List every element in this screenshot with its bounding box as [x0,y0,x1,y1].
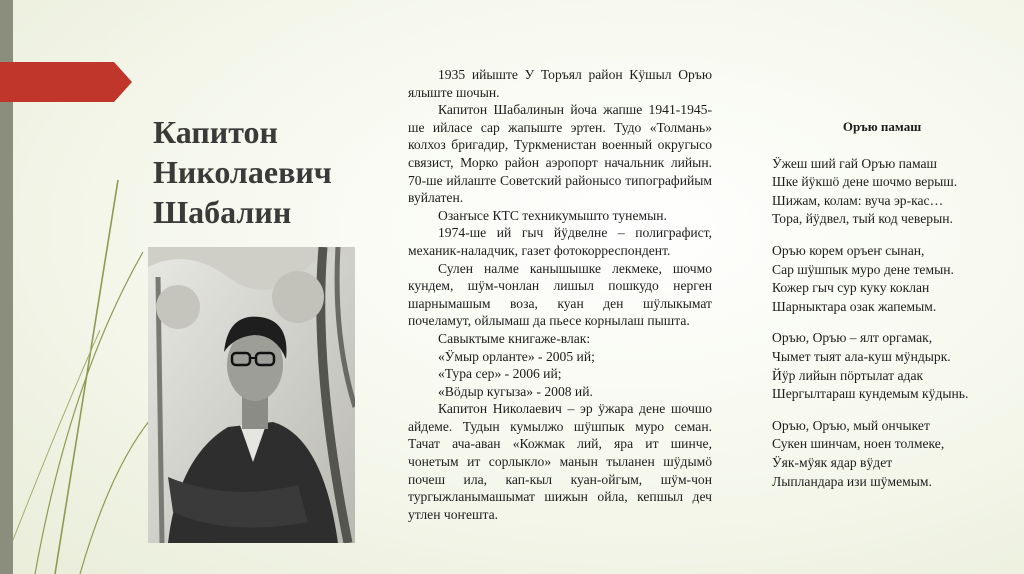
poem-line: Оръю корем оръеҥ сынан, [772,242,925,258]
biography-text [408,66,712,523]
bio-paragraph: 1935 ийыште У Торъял район Кӱшыл Оръю ялыште шочын. [408,67,712,100]
poem-stanza [772,155,1012,229]
bio-paragraph: «Тура сер» - 2006 ий; [438,366,562,382]
bio-paragraph: Савыктыме книгаже-влак: [438,330,591,346]
poem-line: Шижам, колам: вуча эр-кас… [772,192,944,208]
poem-stanza [772,417,1012,491]
poem-line: Оръю, Оръю, мый ончыкет [772,417,930,433]
bio-paragraph: «Вӧдыр кугыза» - 2008 ий. [438,383,593,399]
bio-paragraph: 1974-ше ий гыч йӱдвелне – полиграфист, механик-наладчик, газет фотокорреспондент. [408,225,712,258]
poem-line: Шке йӱкшӧ дене шочмо верыш. [772,174,958,190]
poem-stanza [772,242,1012,316]
poem-line: Сукен шинчам, ноен толмеке, [772,436,945,452]
poem-line: Кожер гыч сур куку коклан [772,280,930,296]
poem-line: Тора, йӱдвел, тый код чеверын. [772,211,953,227]
red-accent-tab [0,62,132,102]
author-photo [148,247,355,543]
title-line-3: Шабалин [153,194,292,230]
poem-line: Йӱр лийын пӧртылат адак [772,367,924,383]
title-line-2: Николаевич [153,154,332,190]
bio-paragraph: «Ӱмыр орланте» - 2005 ий; [438,348,595,364]
poem-line: Ӱжеш ший гай Оръю памаш [772,155,937,171]
poem-title: Оръю памаш [842,119,922,134]
bio-paragraph: Капитон Шабалинын йоча жапше 1941-1945-ше ийласе сар жапыште эртен. Тудо «Толмань» колхоз бригадир, Туркменистан военный округысо связист, Морко район аэропорт начальник лийын. 70-ше ийлаште Советский районысо типографийым вуйлатен. [408,102,712,206]
poem-line: Шергылтараш кундемым кӱдынь. [772,386,969,402]
bio-paragraph: Озаҥысе КТС техникумышто тунемын. [438,207,667,223]
title-line-1: Капитон [153,114,278,150]
poem-line: Чымет тыят ала-куш мӱндырк. [772,348,951,364]
bio-paragraph: Капитон Николаевич – эр ӱжара дене шочшо айдеме. Тудын кумылжо шӱшпык муро семан. Тачат ача-аван «Кожмак лий, яра ит шинче, чонетым ит сорлыкло» манын тыланен шӱдымӧ почеш ила, кап-кыл куан-ойгым, шӱм-чон тургыжланымашымат шижын ойла, кепшыл деч утлен чоҥешта. [408,401,712,522]
poem-line: Шарныктара озак жапемым. [772,298,937,314]
poem-line: Сар шӱшпык муро дене темын. [772,261,954,277]
poem-line: Ӱяк-мӱяк ядар вӱдет [772,454,893,470]
bio-paragraph: Сулен налме канышышке лекмеке, шочмо кундем, шӱм-чонлан лишыл пошкудо нерген шарнымашым воза, куан ден шӱлыкымат почеламут, ойлымаш да пьесе корнылаш пышта. [408,260,712,329]
poem-line: Оръю, Оръю – ялт оргамак, [772,330,933,346]
poem-stanza [772,329,1012,403]
page-title [153,112,393,232]
poem [772,118,1012,504]
poem-line: Лыпландара изи шӱмемым. [772,473,932,489]
